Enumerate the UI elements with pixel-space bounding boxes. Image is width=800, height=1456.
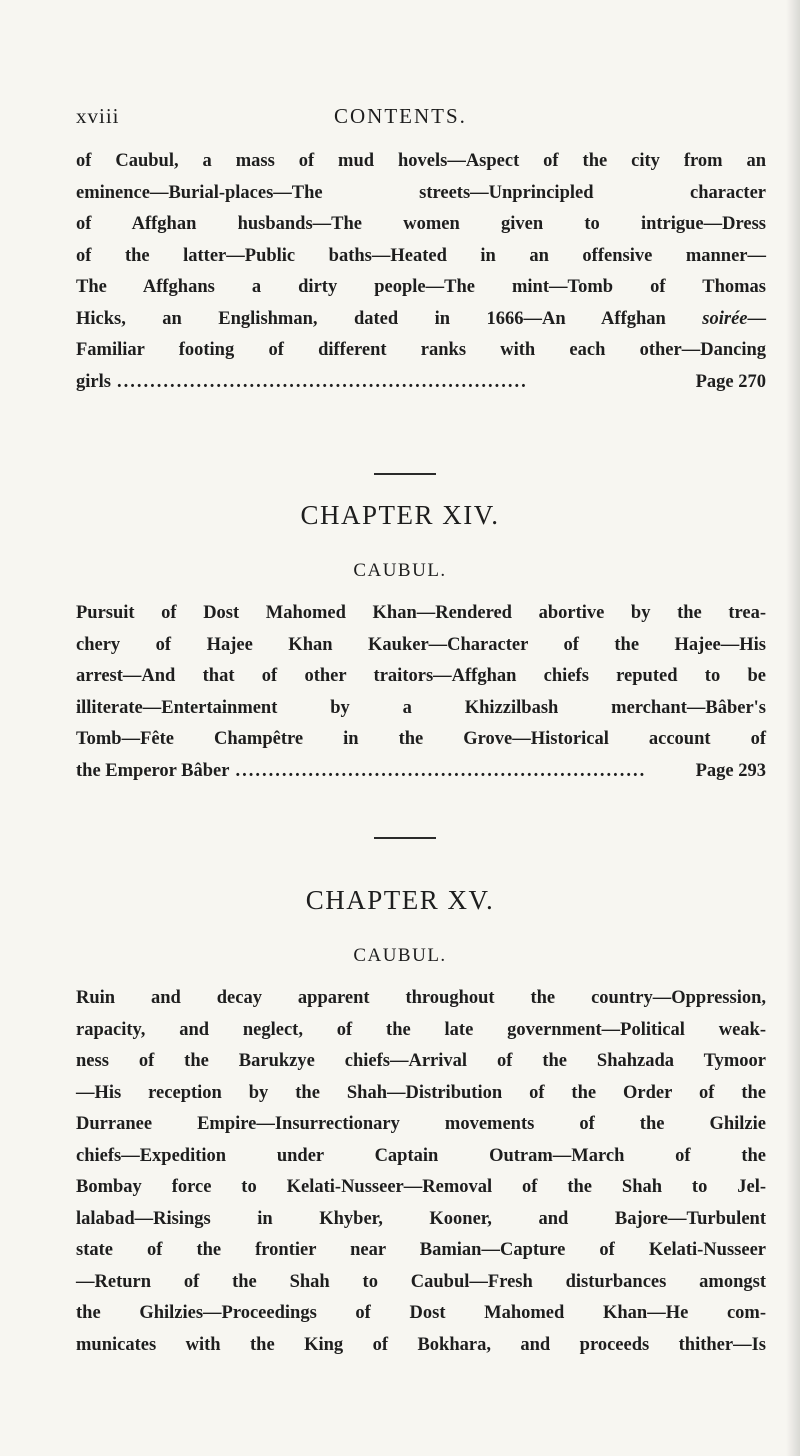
leader-dots: ..............................................................	[235, 760, 647, 781]
page-header	[76, 104, 766, 134]
chapter-xv-title: CHAPTER XV.	[305, 885, 495, 915]
text-line: lalabad—Risings in Khyber, Kooner, and Bajore—Turbulent	[76, 1208, 766, 1229]
chapter-xv-place: CAUBUL.	[353, 945, 447, 966]
text-line: Hicks, an Englishman, dated in 1666—An Affghan soirée—	[76, 308, 766, 329]
text-line: arrest—And that of other traitors—Affghan chiefs reputed to be	[76, 666, 766, 686]
page-number: xviii	[76, 104, 120, 128]
final-text: girls	[76, 371, 111, 392]
text-line: Tomb—Fête Champêtre in the Grove—Historical account of	[76, 729, 766, 749]
text-line: chiefs—Expedition under Captain Outram—March of the	[76, 1145, 766, 1166]
toc-entry-end	[76, 367, 766, 399]
page-reference: Page 293	[695, 760, 766, 781]
text-line: ness of the Barukzye chiefs—Arrival of the Shahzada Tymoor	[76, 1051, 766, 1071]
text-line: The Affghans a dirty people—The mint—Tomb of Thomas	[76, 277, 766, 297]
toc-entry-end	[76, 756, 766, 788]
text-line: —His reception by the Shah—Distribution of the Order of the	[76, 1082, 766, 1103]
text-line: chery of Hajee Khan Kauker—Character of the Hajee—His	[76, 634, 766, 655]
text-line: the Ghilzies—Proceedings of Dost Mahomed Khan—He com-	[76, 1303, 766, 1323]
section-divider	[374, 473, 436, 475]
chapter-xiv-summary	[76, 598, 766, 787]
text-line: of Caubul, a mass of mud hovels—Aspect of the city from an	[76, 151, 766, 171]
final-text: the Emperor Bâber	[76, 760, 230, 781]
chapter-xiv-title: CHAPTER XIV.	[300, 500, 500, 530]
text-line: of Affghan husbands—The women given to intrigue—Dress	[76, 214, 766, 234]
italic-word: soirée	[702, 308, 748, 329]
chapter-xiii-summary	[76, 146, 766, 398]
page-reference: Page 270	[695, 371, 766, 392]
text-line: Ruin and decay apparent throughout the country—Oppression,	[76, 988, 766, 1008]
text-line: illiterate—Entertainment by a Khizzilbash merchant—Bâber's	[76, 697, 766, 718]
page-edge-shadow	[786, 0, 800, 1456]
text-line: state of the frontier near Bamian—Capture of Kelati-Nusseer	[76, 1240, 766, 1260]
chapter-xv-summary	[76, 983, 766, 1361]
text-line: of the latter—Public baths—Heated in an offensive manner—	[76, 245, 766, 266]
text-line: Pursuit of Dost Mahomed Khan—Rendered abortive by the trea-	[76, 603, 766, 623]
text-line: —Return of the Shah to Caubul—Fresh disturbances amongst	[76, 1271, 766, 1292]
section-divider	[374, 837, 436, 839]
text-line: municates with the King of Bokhara, and proceeds thither—Is	[76, 1334, 766, 1355]
chapter-xiv-place: CAUBUL.	[353, 560, 447, 581]
leader-dots: ..............................................................	[116, 371, 528, 392]
running-head: CONTENTS.	[334, 104, 467, 128]
text-line: Durranee Empire—Insurrectionary movements of the Ghilzie	[76, 1114, 766, 1134]
text-line: rapacity, and neglect, of the late government—Political weak-	[76, 1019, 766, 1040]
text-line: Familiar footing of different ranks with each other—Dancing	[76, 340, 766, 360]
text-line: eminence—Burial-places—The streets—Unprincipled character	[76, 182, 766, 203]
text-line: Bombay force to Kelati-Nusseer—Removal of the Shah to Jel-	[76, 1177, 766, 1197]
